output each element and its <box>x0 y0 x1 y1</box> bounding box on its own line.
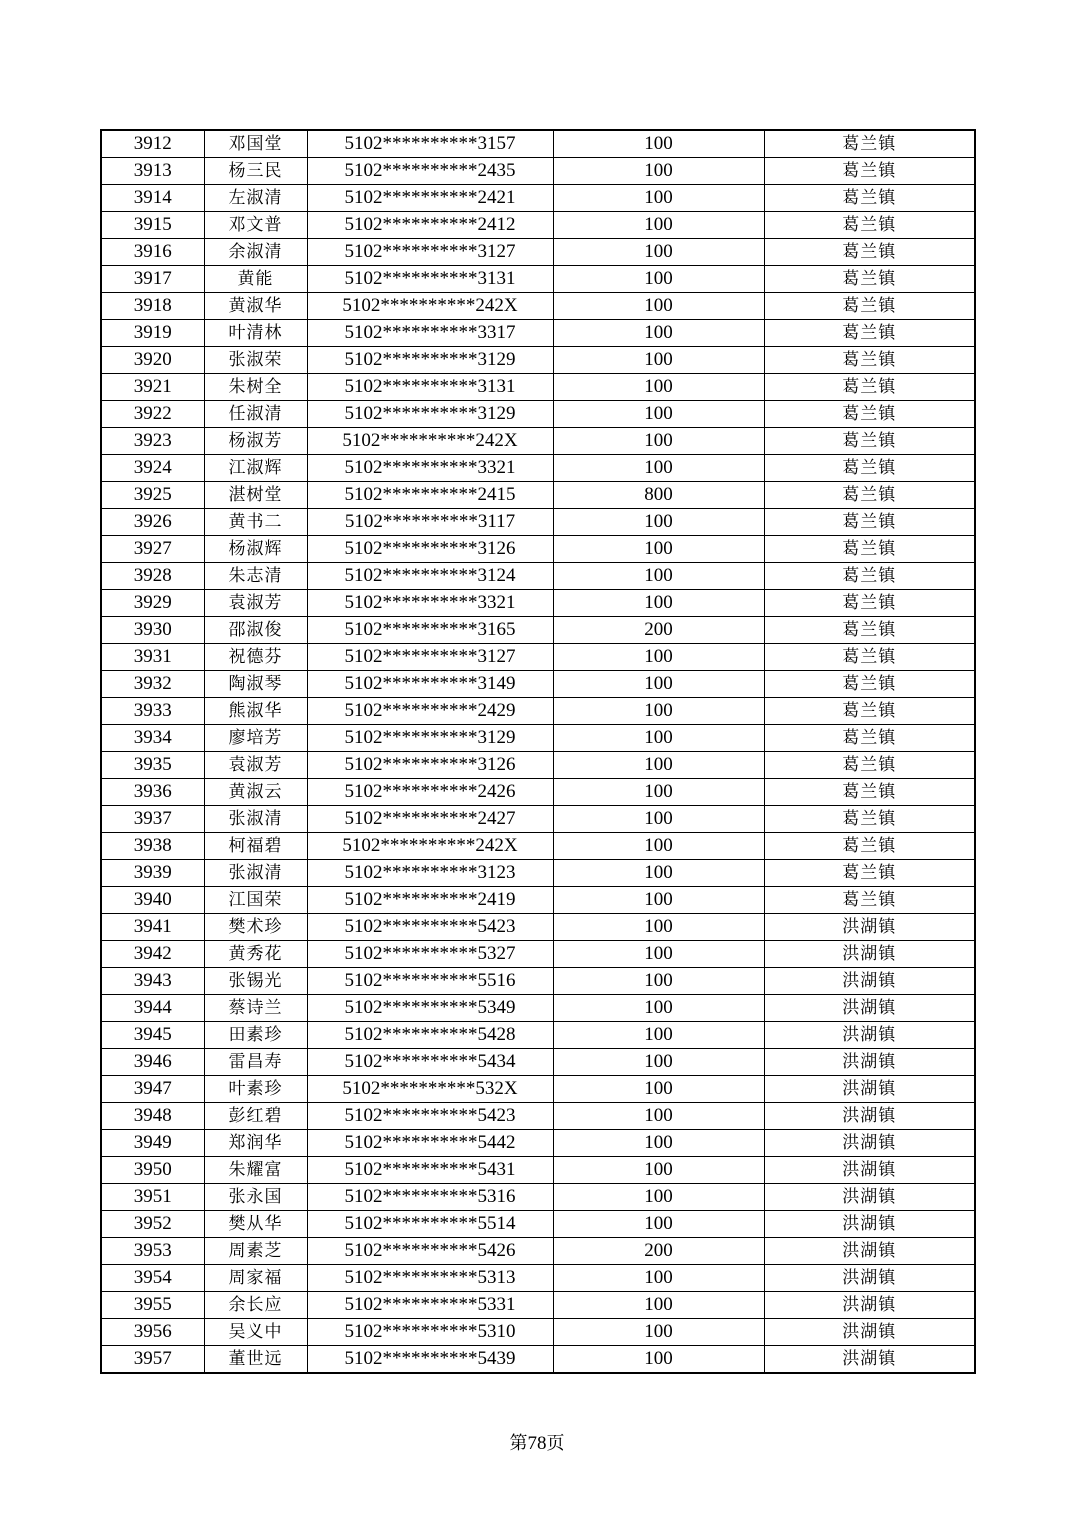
town-cell: 葛兰镇 <box>764 455 975 482</box>
person-name-cell: 张淑清 <box>204 860 307 887</box>
table-row <box>101 374 975 401</box>
amount-cell: 100 <box>553 752 764 779</box>
town-cell: 葛兰镇 <box>764 374 975 401</box>
amount-cell: 100 <box>553 941 764 968</box>
person-name-cell: 彭红碧 <box>204 1103 307 1130</box>
amount-cell: 100 <box>553 455 764 482</box>
amount-cell: 100 <box>553 1022 764 1049</box>
table-row <box>101 401 975 428</box>
row-number-cell: 3935 <box>101 752 204 779</box>
town-cell: 葛兰镇 <box>764 725 975 752</box>
id-number-cell: 5102**********5349 <box>307 995 553 1022</box>
table-row <box>101 1049 975 1076</box>
person-name-cell: 朱志清 <box>204 563 307 590</box>
id-number-cell: 5102**********3131 <box>307 374 553 401</box>
row-number-cell: 3932 <box>101 671 204 698</box>
amount-cell: 100 <box>553 563 764 590</box>
id-number-cell: 5102**********3129 <box>307 725 553 752</box>
id-number-cell: 5102**********2415 <box>307 482 553 509</box>
person-name-cell: 廖培芳 <box>204 725 307 752</box>
table-row <box>101 752 975 779</box>
id-number-cell: 5102**********3321 <box>307 590 553 617</box>
id-number-cell: 5102**********3126 <box>307 752 553 779</box>
row-number-cell: 3939 <box>101 860 204 887</box>
id-number-cell: 5102**********5428 <box>307 1022 553 1049</box>
id-number-cell: 5102**********3131 <box>307 266 553 293</box>
town-cell: 葛兰镇 <box>764 752 975 779</box>
amount-cell: 100 <box>553 1076 764 1103</box>
id-number-cell: 5102**********5514 <box>307 1211 553 1238</box>
person-name-cell: 黄秀花 <box>204 941 307 968</box>
town-cell: 葛兰镇 <box>764 590 975 617</box>
table-row <box>101 779 975 806</box>
amount-cell: 100 <box>553 806 764 833</box>
amount-cell: 100 <box>553 887 764 914</box>
amount-cell: 100 <box>553 1157 764 1184</box>
town-cell: 葛兰镇 <box>764 401 975 428</box>
table-row <box>101 698 975 725</box>
person-name-cell: 吴义中 <box>204 1319 307 1346</box>
row-number-cell: 3949 <box>101 1130 204 1157</box>
amount-cell: 100 <box>553 1319 764 1346</box>
row-number-cell: 3922 <box>101 401 204 428</box>
id-number-cell: 5102**********3126 <box>307 536 553 563</box>
table-row <box>101 833 975 860</box>
id-number-cell: 5102**********242X <box>307 293 553 320</box>
table-row <box>101 1130 975 1157</box>
town-cell: 葛兰镇 <box>764 320 975 347</box>
table-row <box>101 1319 975 1346</box>
town-cell: 葛兰镇 <box>764 428 975 455</box>
footer-prefix: 第 <box>509 1433 528 1454</box>
town-cell: 葛兰镇 <box>764 833 975 860</box>
person-name-cell: 邵淑俊 <box>204 617 307 644</box>
amount-cell: 100 <box>553 266 764 293</box>
row-number-cell: 3957 <box>101 1346 204 1374</box>
row-number-cell: 3950 <box>101 1157 204 1184</box>
town-cell: 洪湖镇 <box>764 914 975 941</box>
row-number-cell: 3940 <box>101 887 204 914</box>
person-name-cell: 邓文普 <box>204 212 307 239</box>
row-number-cell: 3946 <box>101 1049 204 1076</box>
amount-cell: 100 <box>553 860 764 887</box>
id-number-cell: 5102**********5316 <box>307 1184 553 1211</box>
table-row <box>101 455 975 482</box>
id-number-cell: 5102**********3127 <box>307 644 553 671</box>
table-row <box>101 347 975 374</box>
table-row <box>101 887 975 914</box>
person-name-cell: 杨淑辉 <box>204 536 307 563</box>
person-name-cell: 董世远 <box>204 1346 307 1374</box>
person-name-cell: 张永国 <box>204 1184 307 1211</box>
amount-cell: 100 <box>553 779 764 806</box>
person-name-cell: 左淑清 <box>204 185 307 212</box>
town-cell: 葛兰镇 <box>764 293 975 320</box>
person-name-cell: 郑润华 <box>204 1130 307 1157</box>
row-number-cell: 3920 <box>101 347 204 374</box>
table-row <box>101 725 975 752</box>
amount-cell: 100 <box>553 725 764 752</box>
id-number-cell: 5102**********2427 <box>307 806 553 833</box>
id-number-cell: 5102**********3117 <box>307 509 553 536</box>
row-number-cell: 3956 <box>101 1319 204 1346</box>
row-number-cell: 3931 <box>101 644 204 671</box>
row-number-cell: 3941 <box>101 914 204 941</box>
town-cell: 洪湖镇 <box>764 1049 975 1076</box>
amount-cell: 100 <box>553 644 764 671</box>
table-row <box>101 1292 975 1319</box>
row-number-cell: 3955 <box>101 1292 204 1319</box>
row-number-cell: 3914 <box>101 185 204 212</box>
table-row <box>101 968 975 995</box>
town-cell: 洪湖镇 <box>764 1076 975 1103</box>
table-row <box>101 914 975 941</box>
amount-cell: 100 <box>553 1103 764 1130</box>
id-number-cell: 5102**********5439 <box>307 1346 553 1374</box>
amount-cell: 100 <box>553 320 764 347</box>
row-number-cell: 3918 <box>101 293 204 320</box>
amount-cell: 100 <box>553 1265 764 1292</box>
town-cell: 葛兰镇 <box>764 671 975 698</box>
table-row <box>101 1238 975 1265</box>
id-number-cell: 5102**********5442 <box>307 1130 553 1157</box>
person-name-cell: 周素芝 <box>204 1238 307 1265</box>
id-number-cell: 5102**********3165 <box>307 617 553 644</box>
id-number-cell: 5102**********2419 <box>307 887 553 914</box>
id-number-cell: 5102**********5313 <box>307 1265 553 1292</box>
table-row <box>101 1022 975 1049</box>
person-name-cell: 张锡光 <box>204 968 307 995</box>
table-row <box>101 536 975 563</box>
person-name-cell: 柯福碧 <box>204 833 307 860</box>
town-cell: 葛兰镇 <box>764 536 975 563</box>
town-cell: 洪湖镇 <box>764 1238 975 1265</box>
table-row <box>101 1211 975 1238</box>
person-name-cell: 张淑荣 <box>204 347 307 374</box>
table-row <box>101 428 975 455</box>
town-cell: 葛兰镇 <box>764 347 975 374</box>
person-name-cell: 叶素珍 <box>204 1076 307 1103</box>
row-number-cell: 3951 <box>101 1184 204 1211</box>
person-name-cell: 袁淑芳 <box>204 752 307 779</box>
person-name-cell: 黄淑华 <box>204 293 307 320</box>
row-number-cell: 3929 <box>101 590 204 617</box>
id-number-cell: 5102**********3321 <box>307 455 553 482</box>
id-number-cell: 5102**********532X <box>307 1076 553 1103</box>
amount-cell: 100 <box>553 347 764 374</box>
id-number-cell: 5102**********5423 <box>307 1103 553 1130</box>
person-name-cell: 任淑清 <box>204 401 307 428</box>
person-name-cell: 黄书二 <box>204 509 307 536</box>
id-number-cell: 5102**********242X <box>307 833 553 860</box>
row-number-cell: 3927 <box>101 536 204 563</box>
amount-cell: 100 <box>553 212 764 239</box>
amount-cell: 100 <box>553 995 764 1022</box>
page-number: 78 <box>527 1433 547 1454</box>
town-cell: 葛兰镇 <box>764 239 975 266</box>
id-number-cell: 5102**********5431 <box>307 1157 553 1184</box>
town-cell: 葛兰镇 <box>764 185 975 212</box>
town-cell: 洪湖镇 <box>764 1319 975 1346</box>
amount-cell: 100 <box>553 239 764 266</box>
town-cell: 葛兰镇 <box>764 482 975 509</box>
town-cell: 葛兰镇 <box>764 779 975 806</box>
row-number-cell: 3953 <box>101 1238 204 1265</box>
town-cell: 洪湖镇 <box>764 1292 975 1319</box>
amount-cell: 100 <box>553 1346 764 1374</box>
amount-cell: 100 <box>553 509 764 536</box>
footer-suffix: 页 <box>546 1433 565 1454</box>
amount-cell: 100 <box>553 536 764 563</box>
table-row <box>101 212 975 239</box>
amount-cell: 100 <box>553 158 764 185</box>
table-row <box>101 860 975 887</box>
town-cell: 葛兰镇 <box>764 698 975 725</box>
id-number-cell: 5102**********3149 <box>307 671 553 698</box>
row-number-cell: 3944 <box>101 995 204 1022</box>
row-number-cell: 3928 <box>101 563 204 590</box>
table-row <box>101 617 975 644</box>
person-name-cell: 陶淑琴 <box>204 671 307 698</box>
row-number-cell: 3916 <box>101 239 204 266</box>
town-cell: 洪湖镇 <box>764 968 975 995</box>
amount-cell: 100 <box>553 185 764 212</box>
row-number-cell: 3921 <box>101 374 204 401</box>
table-row <box>101 590 975 617</box>
amount-cell: 200 <box>553 617 764 644</box>
row-number-cell: 3924 <box>101 455 204 482</box>
id-number-cell: 5102**********5516 <box>307 968 553 995</box>
table-row <box>101 158 975 185</box>
person-name-cell: 余长应 <box>204 1292 307 1319</box>
id-number-cell: 5102**********2426 <box>307 779 553 806</box>
amount-cell: 100 <box>553 374 764 401</box>
town-cell: 洪湖镇 <box>764 1184 975 1211</box>
row-number-cell: 3913 <box>101 158 204 185</box>
table-row <box>101 239 975 266</box>
amount-cell: 100 <box>553 1130 764 1157</box>
id-number-cell: 5102**********5327 <box>307 941 553 968</box>
town-cell: 洪湖镇 <box>764 995 975 1022</box>
id-number-cell: 5102**********5423 <box>307 914 553 941</box>
roster-body <box>101 130 975 1373</box>
amount-cell: 100 <box>553 1184 764 1211</box>
person-name-cell: 朱耀富 <box>204 1157 307 1184</box>
town-cell: 葛兰镇 <box>764 887 975 914</box>
amount-cell: 100 <box>553 401 764 428</box>
id-number-cell: 5102**********2412 <box>307 212 553 239</box>
amount-cell: 100 <box>553 1049 764 1076</box>
person-name-cell: 樊术珍 <box>204 914 307 941</box>
id-number-cell: 5102**********3129 <box>307 347 553 374</box>
row-number-cell: 3936 <box>101 779 204 806</box>
id-number-cell: 5102**********3317 <box>307 320 553 347</box>
id-number-cell: 5102**********2429 <box>307 698 553 725</box>
id-number-cell: 5102**********3123 <box>307 860 553 887</box>
id-number-cell: 5102**********3127 <box>307 239 553 266</box>
row-number-cell: 3930 <box>101 617 204 644</box>
amount-cell: 200 <box>553 1238 764 1265</box>
town-cell: 洪湖镇 <box>764 1211 975 1238</box>
person-name-cell: 周家福 <box>204 1265 307 1292</box>
person-name-cell: 张淑清 <box>204 806 307 833</box>
town-cell: 葛兰镇 <box>764 266 975 293</box>
person-name-cell: 蔡诗兰 <box>204 995 307 1022</box>
person-name-cell: 湛树堂 <box>204 482 307 509</box>
amount-cell: 100 <box>553 671 764 698</box>
person-name-cell: 田素珍 <box>204 1022 307 1049</box>
row-number-cell: 3947 <box>101 1076 204 1103</box>
town-cell: 洪湖镇 <box>764 941 975 968</box>
table-row <box>101 1346 975 1374</box>
table-row <box>101 644 975 671</box>
table-row <box>101 1265 975 1292</box>
town-cell: 葛兰镇 <box>764 617 975 644</box>
roster-table <box>100 129 976 1374</box>
amount-cell: 100 <box>553 1211 764 1238</box>
town-cell: 葛兰镇 <box>764 509 975 536</box>
table-row <box>101 320 975 347</box>
table-row <box>101 941 975 968</box>
table-row <box>101 293 975 320</box>
person-name-cell: 叶清林 <box>204 320 307 347</box>
row-number-cell: 3937 <box>101 806 204 833</box>
table-row <box>101 1184 975 1211</box>
person-name-cell: 江淑辉 <box>204 455 307 482</box>
id-number-cell: 5102**********2421 <box>307 185 553 212</box>
id-number-cell: 5102**********5426 <box>307 1238 553 1265</box>
person-name-cell: 余淑清 <box>204 239 307 266</box>
row-number-cell: 3943 <box>101 968 204 995</box>
id-number-cell: 5102**********3124 <box>307 563 553 590</box>
person-name-cell: 邓国堂 <box>204 130 307 158</box>
table-row <box>101 671 975 698</box>
town-cell: 洪湖镇 <box>764 1103 975 1130</box>
amount-cell: 100 <box>553 428 764 455</box>
person-name-cell: 黄能 <box>204 266 307 293</box>
row-number-cell: 3915 <box>101 212 204 239</box>
row-number-cell: 3925 <box>101 482 204 509</box>
town-cell: 洪湖镇 <box>764 1346 975 1374</box>
amount-cell: 100 <box>553 293 764 320</box>
town-cell: 葛兰镇 <box>764 212 975 239</box>
id-number-cell: 5102**********5310 <box>307 1319 553 1346</box>
person-name-cell: 樊从华 <box>204 1211 307 1238</box>
table-row <box>101 185 975 212</box>
town-cell: 洪湖镇 <box>764 1130 975 1157</box>
id-number-cell: 5102**********2435 <box>307 158 553 185</box>
person-name-cell: 杨三民 <box>204 158 307 185</box>
amount-cell: 100 <box>553 130 764 158</box>
table-row <box>101 482 975 509</box>
table-row <box>101 130 975 158</box>
row-number-cell: 3934 <box>101 725 204 752</box>
row-number-cell: 3954 <box>101 1265 204 1292</box>
amount-cell: 100 <box>553 698 764 725</box>
table-row <box>101 509 975 536</box>
row-number-cell: 3923 <box>101 428 204 455</box>
row-number-cell: 3933 <box>101 698 204 725</box>
person-name-cell: 江国荣 <box>204 887 307 914</box>
table-row <box>101 1157 975 1184</box>
id-number-cell: 5102**********3157 <box>307 130 553 158</box>
row-number-cell: 3938 <box>101 833 204 860</box>
table-row <box>101 995 975 1022</box>
id-number-cell: 5102**********3129 <box>307 401 553 428</box>
amount-cell: 100 <box>553 968 764 995</box>
person-name-cell: 熊淑华 <box>204 698 307 725</box>
town-cell: 洪湖镇 <box>764 1265 975 1292</box>
amount-cell: 100 <box>553 590 764 617</box>
table-row <box>101 806 975 833</box>
person-name-cell: 袁淑芳 <box>204 590 307 617</box>
table-row <box>101 1103 975 1130</box>
page-footer <box>0 1429 1074 1455</box>
row-number-cell: 3948 <box>101 1103 204 1130</box>
person-name-cell: 黄淑云 <box>204 779 307 806</box>
town-cell: 葛兰镇 <box>764 158 975 185</box>
id-number-cell: 5102**********5331 <box>307 1292 553 1319</box>
amount-cell: 800 <box>553 482 764 509</box>
town-cell: 葛兰镇 <box>764 860 975 887</box>
row-number-cell: 3945 <box>101 1022 204 1049</box>
amount-cell: 100 <box>553 833 764 860</box>
row-number-cell: 3917 <box>101 266 204 293</box>
row-number-cell: 3926 <box>101 509 204 536</box>
amount-cell: 100 <box>553 914 764 941</box>
person-name-cell: 朱树全 <box>204 374 307 401</box>
town-cell: 葛兰镇 <box>764 563 975 590</box>
id-number-cell: 5102**********5434 <box>307 1049 553 1076</box>
town-cell: 葛兰镇 <box>764 130 975 158</box>
person-name-cell: 杨淑芳 <box>204 428 307 455</box>
person-name-cell: 雷昌寿 <box>204 1049 307 1076</box>
town-cell: 葛兰镇 <box>764 644 975 671</box>
table-row <box>101 563 975 590</box>
row-number-cell: 3942 <box>101 941 204 968</box>
table-row <box>101 1076 975 1103</box>
town-cell: 洪湖镇 <box>764 1157 975 1184</box>
row-number-cell: 3912 <box>101 130 204 158</box>
town-cell: 洪湖镇 <box>764 1022 975 1049</box>
table-row <box>101 266 975 293</box>
id-number-cell: 5102**********242X <box>307 428 553 455</box>
row-number-cell: 3952 <box>101 1211 204 1238</box>
town-cell: 葛兰镇 <box>764 806 975 833</box>
row-number-cell: 3919 <box>101 320 204 347</box>
person-name-cell: 祝德芬 <box>204 644 307 671</box>
amount-cell: 100 <box>553 1292 764 1319</box>
